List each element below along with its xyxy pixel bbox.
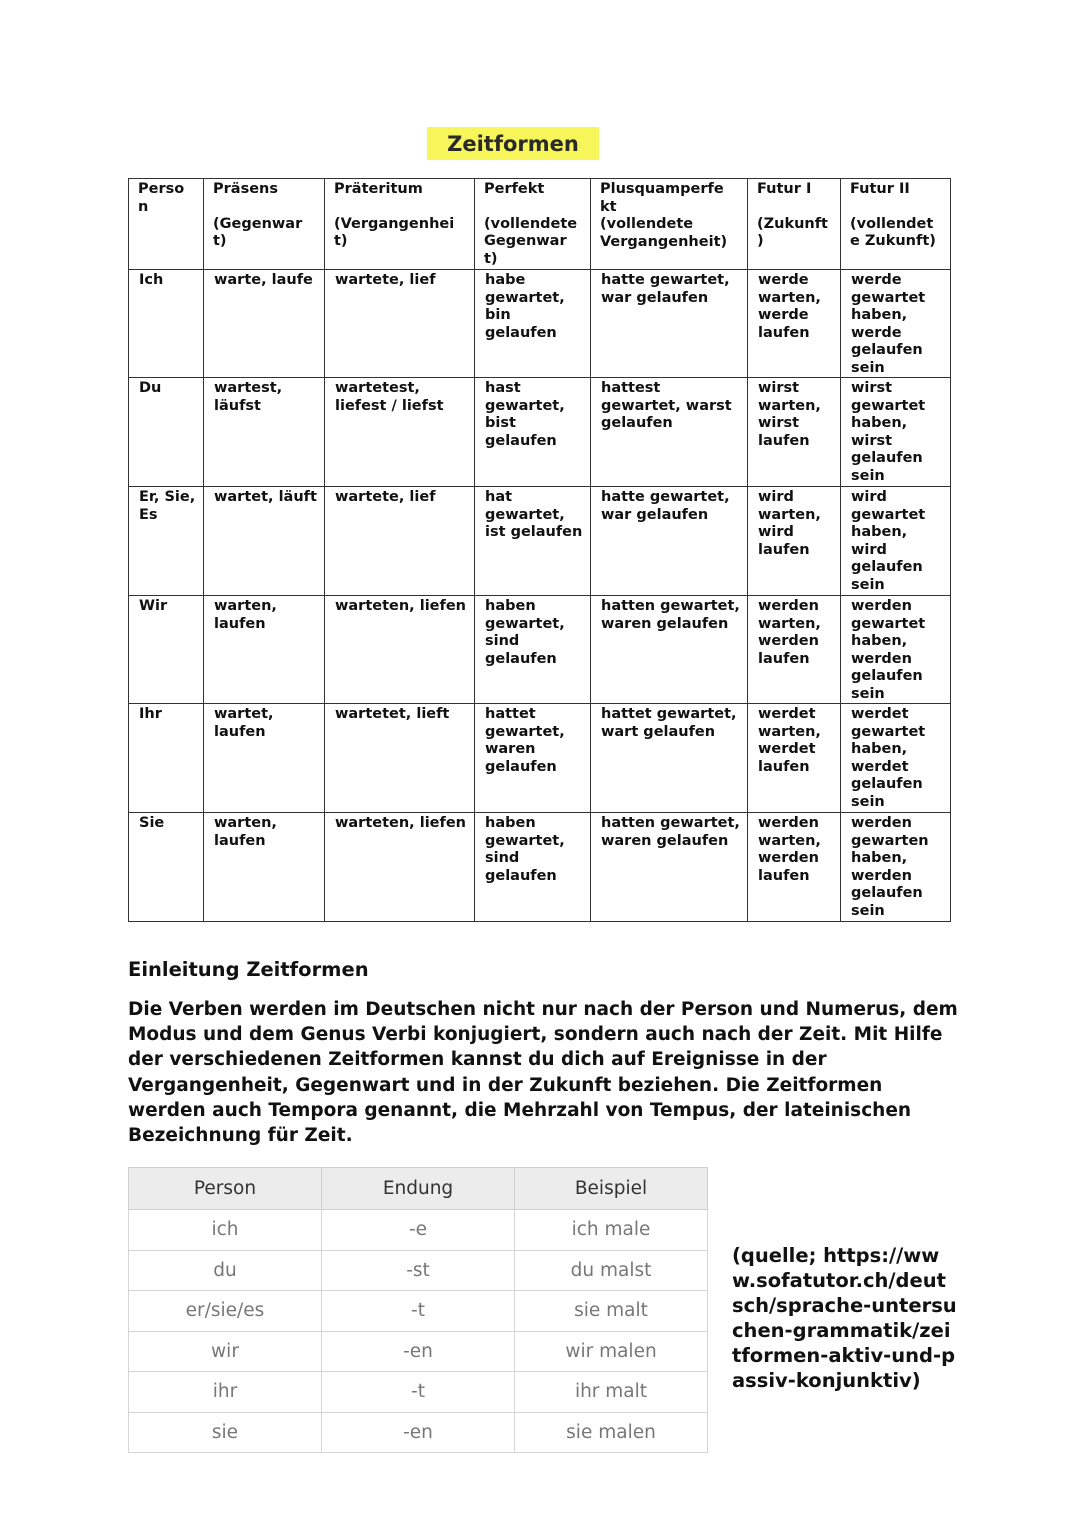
table-cell: hattet gewartet, waren gelaufen <box>475 704 591 813</box>
table-cell: werden warten, werden laufen <box>748 813 841 922</box>
table-cell: warteten, liefen <box>325 813 475 922</box>
table-row <box>129 1291 708 1332</box>
table-cell: werdet gewartet haben, werdet gelaufen sein <box>841 704 951 813</box>
header-cell: Plusquamperfe kt (vollendete Vergangenheit) <box>591 179 748 270</box>
table-cell: wartest, läufst <box>204 378 325 487</box>
table-row <box>129 378 951 487</box>
table-row <box>129 1210 708 1251</box>
header-cell: Person <box>129 1168 322 1210</box>
table-cell: wartete, lief <box>325 487 475 596</box>
endings-header-row <box>129 1168 708 1210</box>
table-cell: ich male <box>515 1210 708 1251</box>
table-cell: hatte gewartet, war gelaufen <box>591 270 748 378</box>
person-cell: Ihr <box>129 704 204 813</box>
table-cell: wir malen <box>515 1331 708 1372</box>
table-cell: hatten gewartet, waren gelaufen <box>591 596 748 704</box>
table-cell: werden gewartet haben, werden gelaufen sein <box>841 596 951 704</box>
table-row <box>129 704 951 813</box>
table-cell: wartet, laufen <box>204 704 325 813</box>
table-cell: -en <box>322 1412 515 1453</box>
table-cell: wird gewartet haben, wird gelaufen sein <box>841 487 951 596</box>
table-cell: wir <box>129 1331 322 1372</box>
table-row <box>129 596 951 704</box>
person-cell: Du <box>129 378 204 487</box>
table-cell: wartetest, liefest / liefst <box>325 378 475 487</box>
table-cell: werde gewartet haben, werde gelaufen sein <box>841 270 951 378</box>
table-cell: warteten, liefen <box>325 596 475 704</box>
header-cell: Präsens (Gegenwar t) <box>204 179 325 270</box>
table-cell: -t <box>322 1291 515 1332</box>
table-cell: werdet warten, werdet laufen <box>748 704 841 813</box>
table-cell: wartete, lief <box>325 270 475 378</box>
table-row <box>129 1412 708 1453</box>
table-row <box>129 813 951 922</box>
conjugation-table <box>128 178 951 922</box>
header-cell: Perfekt (vollendete Gegenwar t) <box>475 179 591 270</box>
table-cell: wartet, läuft <box>204 487 325 596</box>
table-cell: -st <box>322 1250 515 1291</box>
table-cell: haben gewartet, sind gelaufen <box>475 813 591 922</box>
table-cell: hattet gewartet, wart gelaufen <box>591 704 748 813</box>
table-cell: -en <box>322 1331 515 1372</box>
table-cell: hatten gewartet, waren gelaufen <box>591 813 748 922</box>
intro-paragraph: Die Verben werden im Deutschen nicht nur nach der Person und Numerus, dem Modus und dem Genus Verbi konjugiert, sondern auch nach der Zeit. Mit Hilfe der verschiedenen Zeitformen kannst du dich auf Ereignisse in der Vergangenheit, Gegenwart und in der Zukunft beziehen. Die Zeitformen werden auch Tempora genannt, die Mehrzahl von Tempus, der lateinischen Bezeichnung für Zeit. <box>128 999 958 1147</box>
header-cell: Perso n <box>129 179 204 270</box>
table-cell: werden warten, werden laufen <box>748 596 841 704</box>
table-header-row <box>129 179 951 270</box>
table-cell: werde warten, werde laufen <box>748 270 841 378</box>
table-cell: er/sie/es <box>129 1291 322 1332</box>
table-cell: habe gewartet, bin gelaufen <box>475 270 591 378</box>
table-cell: werden gewarten haben, werden gelaufen sein <box>841 813 951 922</box>
table-row <box>129 1331 708 1372</box>
table-cell: sie malen <box>515 1412 708 1453</box>
table-row <box>129 1250 708 1291</box>
table-cell: du <box>129 1250 322 1291</box>
source-citation: (quelle; https://www.sofatutor.ch/deutsch/sprache-untersuchen-grammatik/zeitformen-aktiv-und-passiv-konjunktiv) <box>732 1244 957 1392</box>
table-cell: du malst <box>515 1250 708 1291</box>
table-row <box>129 1372 708 1413</box>
table-cell: -t <box>322 1372 515 1413</box>
header-cell: Präteritum (Vergangenhei t) <box>325 179 475 270</box>
table-cell: wirst warten, wirst laufen <box>748 378 841 487</box>
page-title: Zeitformen <box>427 127 599 160</box>
table-row <box>129 487 951 596</box>
table-row <box>129 270 951 378</box>
table-cell: wirst gewartet haben, wirst gelaufen sein <box>841 378 951 487</box>
endings-table <box>128 1167 708 1453</box>
table-cell: hat gewartet, ist gelaufen <box>475 487 591 596</box>
table-cell: hast gewartet, bist gelaufen <box>475 378 591 487</box>
person-cell: Sie <box>129 813 204 922</box>
table-cell: wird warten, wird laufen <box>748 487 841 596</box>
table-cell: sie <box>129 1412 322 1453</box>
table-cell: ich <box>129 1210 322 1251</box>
table-cell: -e <box>322 1210 515 1251</box>
table-cell: warten, laufen <box>204 813 325 922</box>
table-cell: hatte gewartet, war gelaufen <box>591 487 748 596</box>
table-cell: ihr malt <box>515 1372 708 1413</box>
table-cell: ihr <box>129 1372 322 1413</box>
table-cell: warte, laufe <box>204 270 325 378</box>
table-cell: hattest gewartet, warst gelaufen <box>591 378 748 487</box>
table-cell: sie malt <box>515 1291 708 1332</box>
table-cell: warten, laufen <box>204 596 325 704</box>
header-cell: Futur II (vollendet e Zukunft) <box>841 179 951 270</box>
person-cell: Wir <box>129 596 204 704</box>
intro-heading: Einleitung Zeitformen <box>128 958 369 981</box>
header-cell: Futur I (Zukunft ) <box>748 179 841 270</box>
header-cell: Beispiel <box>515 1168 708 1210</box>
person-cell: Er, Sie, Es <box>129 487 204 596</box>
table-cell: haben gewartet, sind gelaufen <box>475 596 591 704</box>
header-cell: Endung <box>322 1168 515 1210</box>
table-cell: wartetet, lieft <box>325 704 475 813</box>
person-cell: Ich <box>129 270 204 378</box>
